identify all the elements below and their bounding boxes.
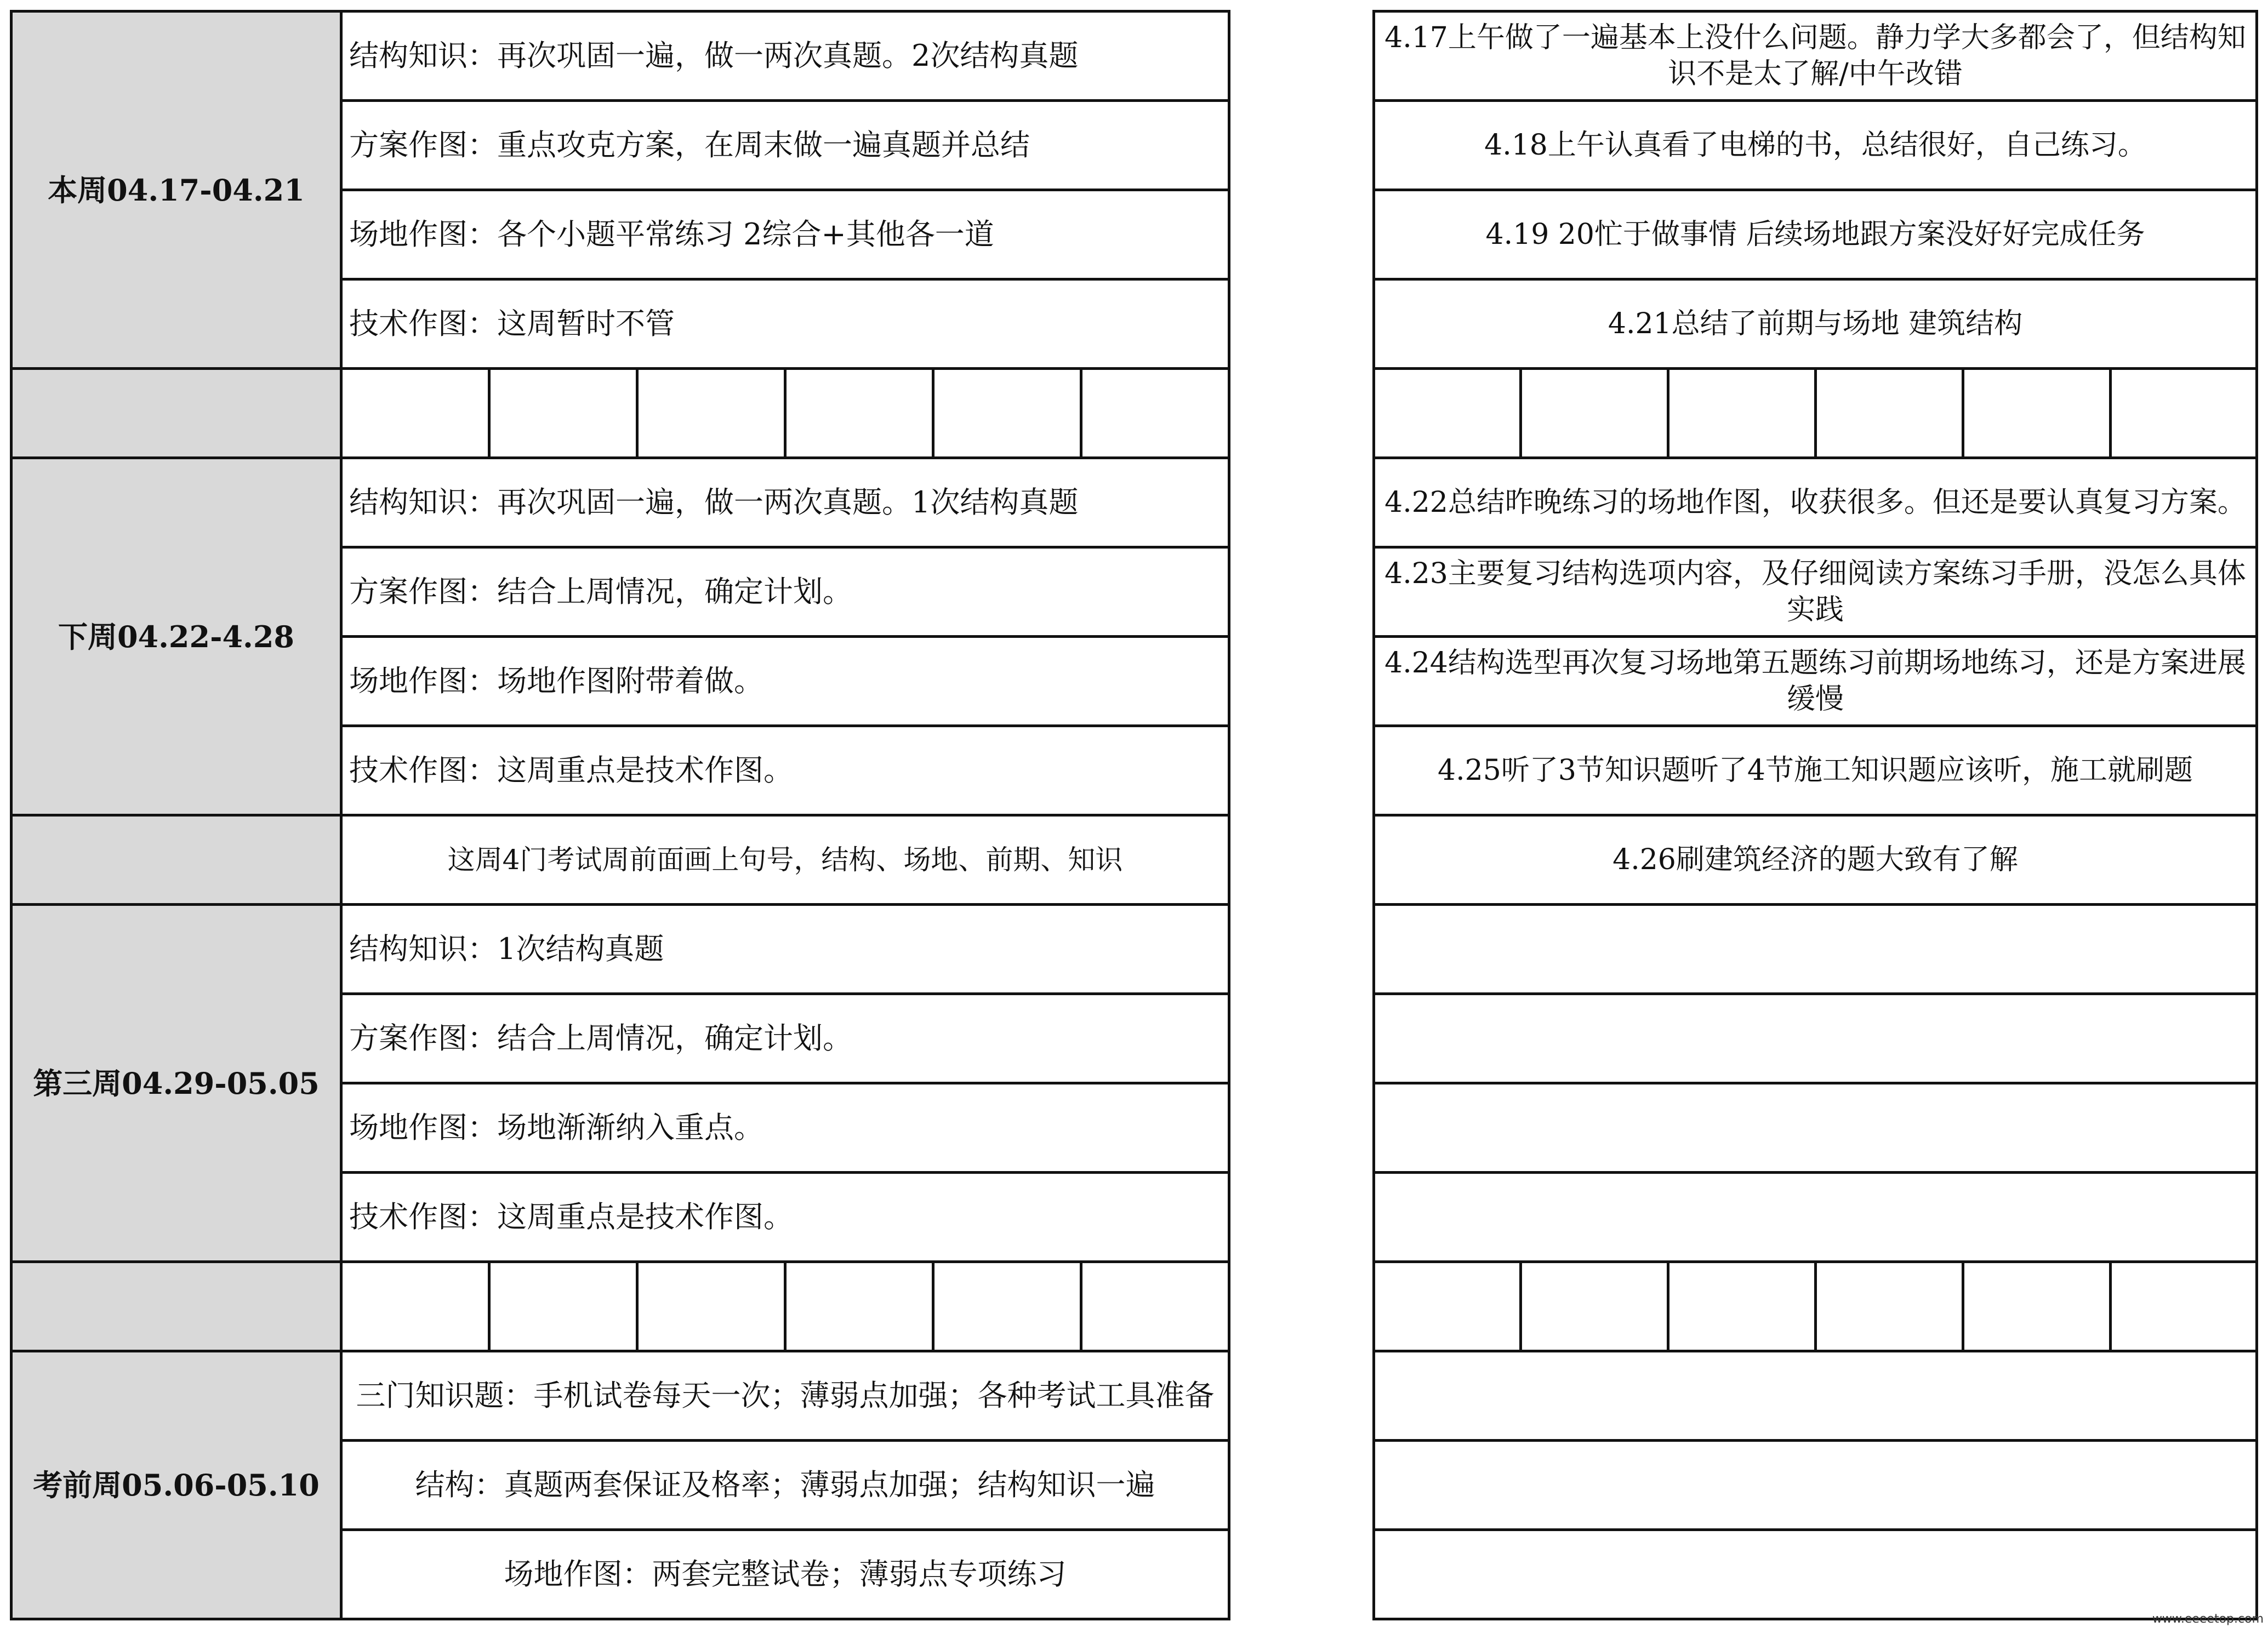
empty-cell (2111, 1262, 2257, 1351)
plan-cell: 场地作图：场地渐渐纳入重点。 (341, 1083, 1229, 1173)
watermark: www.eeeetop.com (2152, 1612, 2264, 1626)
plan-cell: 三门知识题：手机试卷每天一次；薄弱点加强；各种考试工具准备 (341, 1351, 1229, 1441)
plan-cell: 场地作图：场地作图附带着做。 (341, 637, 1229, 726)
note-cell: 4.24结构选型再次复习场地第五题练习前期场地练习，还是方案进展缓慢 (1374, 637, 2257, 726)
note-cell (1374, 994, 2257, 1083)
note-cell: 4.23主要复习结构选项内容，及仔细阅读方案练习手册，没怎么具体实践 (1374, 547, 2257, 637)
week-label: 考前周05.06-05.10 (12, 1351, 341, 1619)
plan-cell: 结构知识：再次巩固一遍，做一两次真题。1次结构真题 (341, 458, 1229, 547)
note-cell (1374, 1083, 2257, 1173)
week-label: 下周04.22-4.28 (12, 458, 341, 815)
empty-cell (1521, 369, 1668, 458)
plan-cell: 场地作图：各个小题平常练习 2综合+其他各一道 (341, 190, 1229, 279)
separator-cell (12, 1262, 341, 1351)
note-cell: 4.25听了3节知识题听了4节施工知识题应该听，施工就刷题 (1374, 726, 2257, 815)
plan-cell: 技术作图：这周重点是技术作图。 (341, 1173, 1229, 1262)
separator-cell (12, 815, 341, 905)
empty-cell (933, 1262, 1081, 1351)
note-cell: 4.17上午做了一遍基本上没什么问题。静力学大多都会了，但结构知识不是太了解/中午改错 (1374, 12, 2257, 101)
note-cell: 4.26刷建筑经济的题大致有了解 (1374, 815, 2257, 905)
plan-cell: 方案作图：重点攻克方案，在周末做一遍真题并总结 (341, 101, 1229, 190)
plan-cell: 方案作图：结合上周情况，确定计划。 (341, 547, 1229, 637)
empty-cell (1668, 369, 1816, 458)
empty-cell (1081, 369, 1229, 458)
note-cell (1374, 1441, 2257, 1530)
empty-cell (489, 369, 637, 458)
empty-cell (1668, 1262, 1816, 1351)
empty-cell (637, 1262, 785, 1351)
note-cell: 4.21总结了前期与场地 建筑结构 (1374, 279, 2257, 369)
week-label: 第三周04.29-05.05 (12, 905, 341, 1262)
note-cell (1374, 1530, 2257, 1619)
plan-cell: 方案作图：结合上周情况，确定计划。 (341, 994, 1229, 1083)
empty-cell (2111, 369, 2257, 458)
note-cell: 4.22总结昨晚练习的场地作图，收获很多。但还是要认真复习方案。 (1374, 458, 2257, 547)
study-plan-table (10, 10, 1230, 1620)
empty-cell (637, 369, 785, 458)
empty-cell (785, 369, 933, 458)
summary-cell: 这周4门考试周前面画上句号，结构、场地、前期、知识 (341, 815, 1229, 905)
note-cell (1374, 1173, 2257, 1262)
plan-cell: 技术作图：这周重点是技术作图。 (341, 726, 1229, 815)
plan-cell: 结构知识：1次结构真题 (341, 905, 1229, 994)
empty-cell (933, 369, 1081, 458)
plan-cell: 结构知识：再次巩固一遍，做一两次真题。2次结构真题 (341, 12, 1229, 101)
week-label: 本周04.17-04.21 (12, 12, 341, 369)
empty-cell (1963, 1262, 2111, 1351)
empty-cell (785, 1262, 933, 1351)
empty-cell (1816, 369, 1963, 458)
empty-cell (1963, 369, 2111, 458)
note-cell (1374, 905, 2257, 994)
empty-cell (1081, 1262, 1229, 1351)
plan-cell: 场地作图：两套完整试卷；薄弱点专项练习 (341, 1530, 1229, 1619)
plan-cell: 结构：真题两套保证及格率；薄弱点加强；结构知识一遍 (341, 1441, 1229, 1530)
note-cell: 4.19 20忙于做事情 后续场地跟方案没好好完成任务 (1374, 190, 2257, 279)
empty-cell (1521, 1262, 1668, 1351)
progress-notes-table (1372, 10, 2258, 1620)
empty-cell (1816, 1262, 1963, 1351)
plan-cell: 技术作图：这周暂时不管 (341, 279, 1229, 369)
separator-cell (12, 369, 341, 458)
empty-cell (1374, 1262, 1521, 1351)
empty-cell (341, 369, 489, 458)
note-cell: 4.18上午认真看了电梯的书，总结很好，自己练习。 (1374, 101, 2257, 190)
note-cell (1374, 1351, 2257, 1441)
empty-cell (1374, 369, 1521, 458)
empty-cell (341, 1262, 489, 1351)
empty-cell (489, 1262, 637, 1351)
